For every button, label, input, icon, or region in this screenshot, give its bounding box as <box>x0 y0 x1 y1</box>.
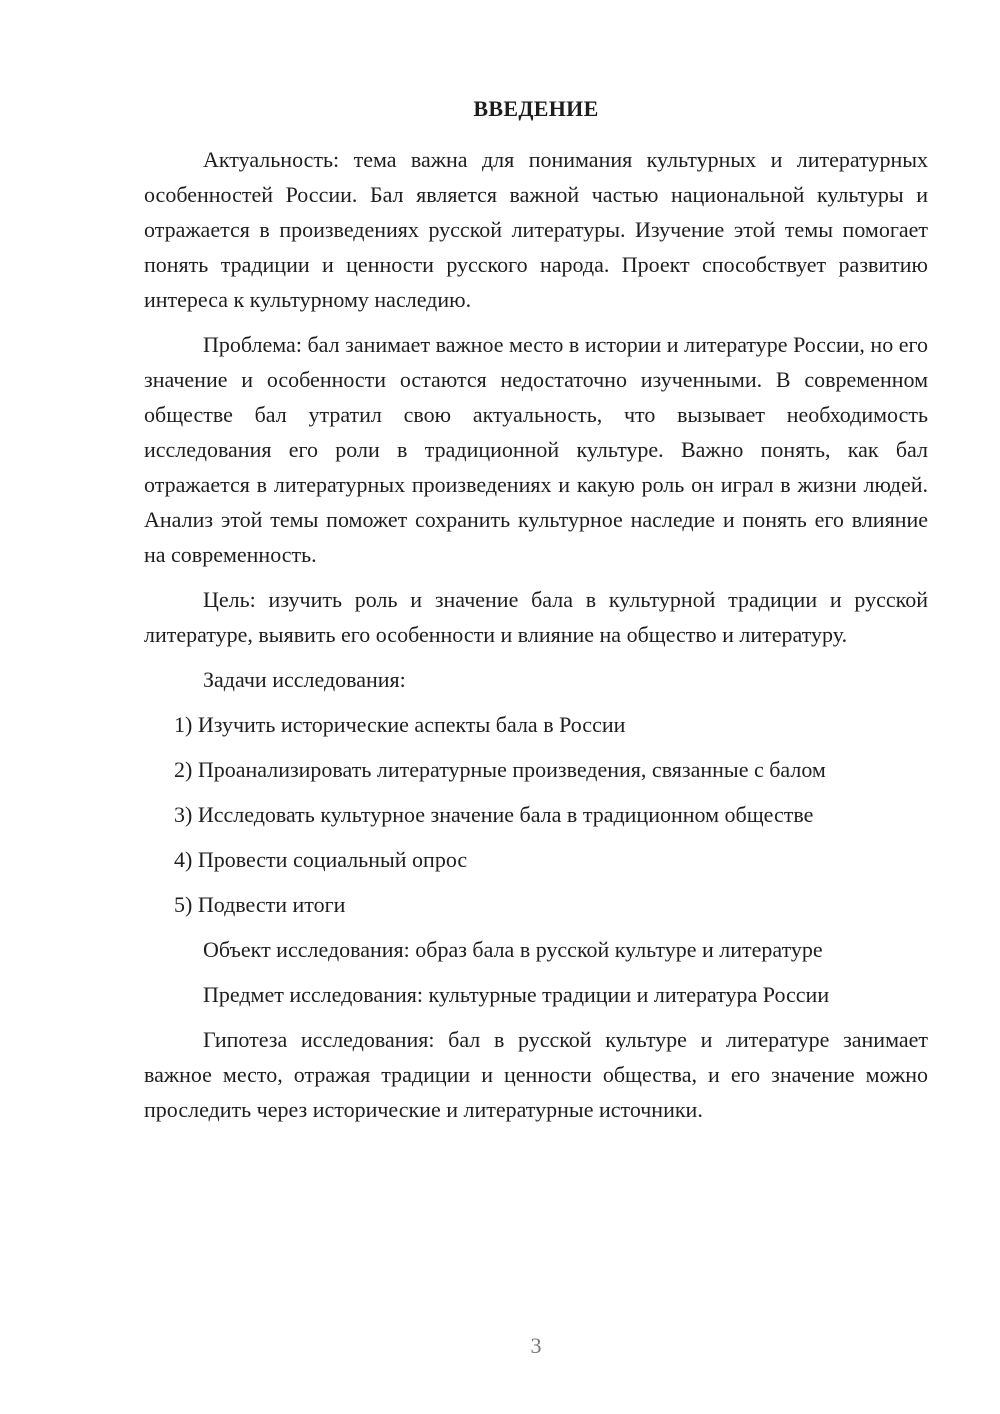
paragraph-relevance: Актуальность: тема важна для понимания культурных и литературных особенностей России. Бал является важной частью национальной культуры и отражается в произведениях русской литературы. Изучение этой темы помогает понять традиции и ценности русского народа. Проект способствует развитию интереса к культурному наследию. <box>144 147 928 312</box>
list-item: 4) Провести социальный опрос <box>174 847 468 872</box>
paragraph-goal: Цель: изучить роль и значение бала в культурной традиции и русской литературе, выявить его особенности и влияние на общество и литературу. <box>144 587 928 647</box>
paragraph-object: Объект исследования: образ бала в русской культуре и литературе <box>203 937 823 962</box>
body-text <box>144 142 928 1137</box>
paragraph-problem: Проблема: бал занимает важное место в истории и литературе России, но его значение и особенности остаются недостаточно изученными. В современном обществе бал утратил свою актуальность, что вызывает необходимость исследования его роли в традиционной культуре. Важно понять, как бал отражается в литературных произведениях и какую роль он играл в жизни людей. Анализ этой темы поможет сохранить культурное наследие и понять его влияние на современность. <box>144 332 928 567</box>
list-item: 1) Изучить исторические аспекты бала в России <box>174 712 626 737</box>
tasks-list <box>144 707 928 922</box>
tasks-heading: Задачи исследования: <box>203 667 406 692</box>
list-item: 5) Подвести итоги <box>174 892 346 917</box>
page-number: 3 <box>530 1333 542 1358</box>
page-title: ВВЕДЕНИЕ <box>473 96 599 121</box>
paragraph-hypothesis: Гипотеза исследования: бал в русской культуре и литературе занимает важное место, отражая традиции и ценности общества, и его значение можно проследить через исторические и литературные источники. <box>144 1027 928 1122</box>
list-item: 2) Проанализировать литературные произведения, связанные с балом <box>174 757 826 782</box>
list-item: 3) Исследовать культурное значение бала в традиционном обществе <box>174 802 814 827</box>
paragraph-subject: Предмет исследования: культурные традиции и литература России <box>203 982 830 1007</box>
